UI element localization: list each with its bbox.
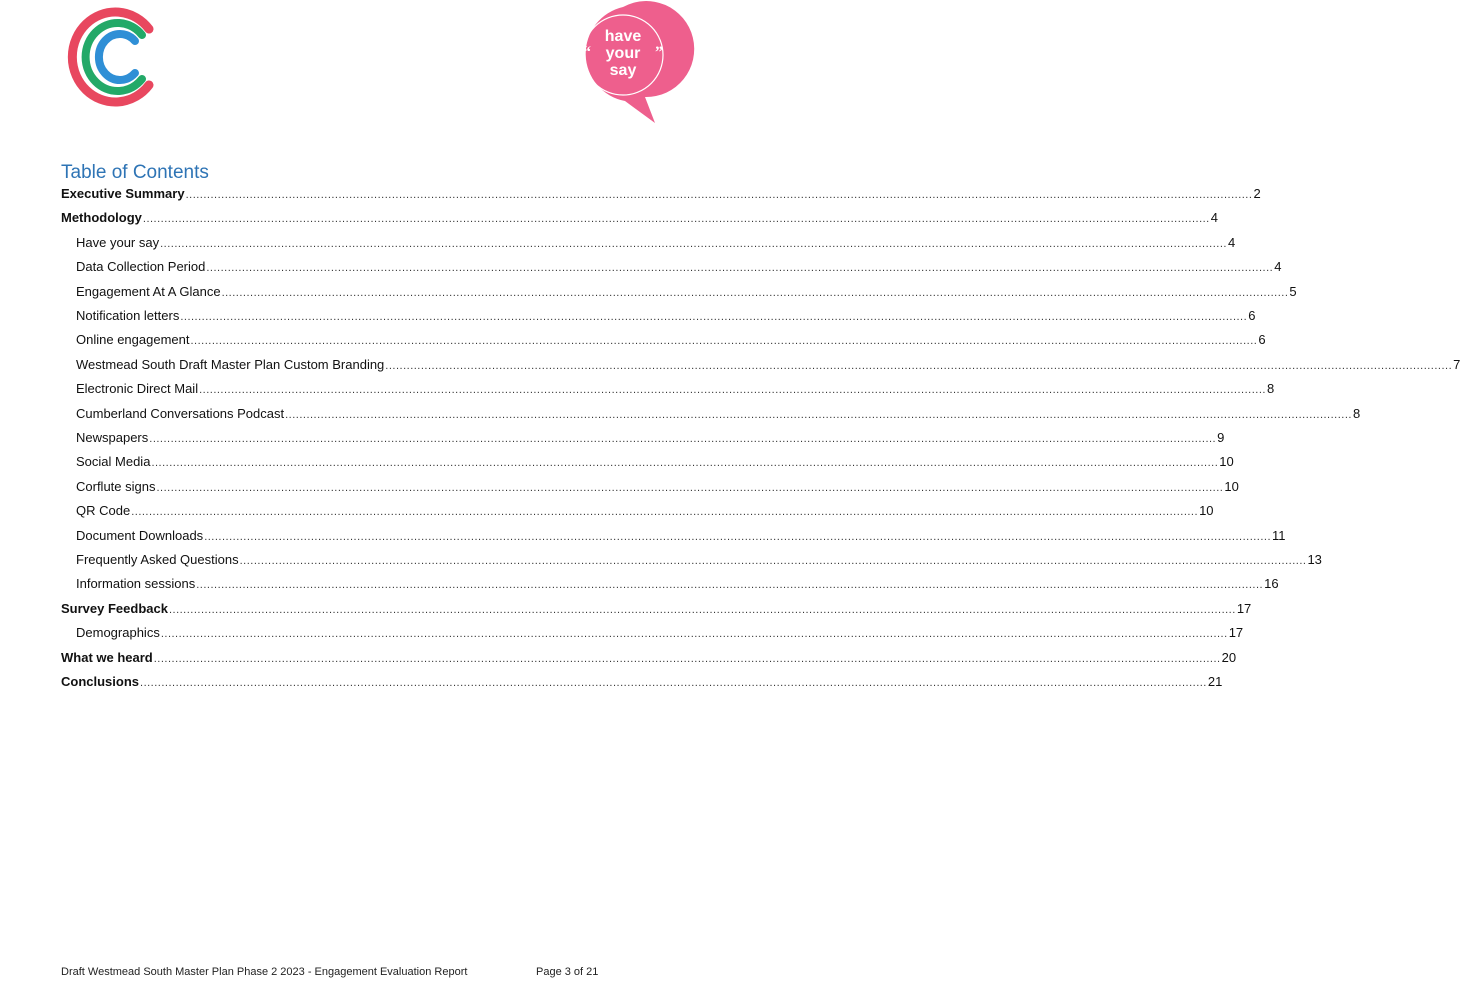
toc-entry-page: 6: [1248, 308, 1256, 323]
toc-entry-label: Corflute signs: [76, 478, 156, 494]
toc-entry-page: 20: [1221, 649, 1237, 665]
toc-entry-page: 10: [1199, 503, 1214, 519]
toc-entry-page: 6: [1258, 332, 1266, 348]
toc-entry-label: Cumberland Conversations Podcast: [76, 405, 285, 421]
toc-title: Table of Contents: [61, 162, 209, 183]
toc-entry-label: Demographics: [76, 625, 160, 641]
toc-entry[interactable]: [61, 526, 1286, 546]
toc-entry-label: Westmead South Draft Master Plan Custom Branding: [76, 356, 385, 372]
toc-entry-label: Newspapers: [76, 430, 149, 445]
toc-dot-leader: ............................................................................................................................................................................................................................................................................................................: [385, 359, 1453, 372]
toc-dot-leader: ............................................................................................................................................................................................................................................................................................................: [156, 481, 1224, 494]
toc-entry-page: 17: [1228, 625, 1244, 641]
toc-entry[interactable]: [61, 257, 1282, 277]
toc-entry[interactable]: [61, 623, 1244, 643]
open-quote-icon: “: [583, 44, 591, 61]
toc-dot-leader: ............................................................................................................................................................................................................................................................................................................: [199, 384, 1266, 397]
logo-text-say: say: [609, 62, 637, 79]
toc-entry-page: 16: [1264, 576, 1279, 592]
toc-entry[interactable]: [61, 184, 1261, 204]
toc-entry-label: Document Downloads: [76, 527, 204, 543]
toc-dot-leader: ............................................................................................................................................................................................................................................................................................................: [190, 335, 1258, 348]
toc-dot-leader: ............................................................................................................................................................................................................................................................................................................: [239, 555, 1307, 567]
toc-entry-page: 10: [1219, 454, 1234, 470]
toc-entry[interactable]: [61, 452, 1234, 472]
toc-entry-label: Have your say: [76, 234, 160, 250]
toc-entry[interactable]: [61, 208, 1218, 228]
toc-entry-page: 4: [1227, 234, 1236, 250]
toc-entry[interactable]: [61, 233, 1236, 253]
toc-entry-label: Online engagement: [76, 332, 190, 348]
logo-text-have: have: [604, 28, 642, 45]
toc-entry[interactable]: [61, 282, 1297, 302]
toc-entry-page: 4: [1274, 259, 1282, 275]
toc-entry-label: Frequently Asked Questions: [76, 552, 239, 567]
toc-dot-leader: ............................................................................................................................................................................................................................................................................................................: [149, 433, 1217, 445]
toc-dot-leader: ............................................................................................................................................................................................................................................................................................................: [180, 311, 1248, 323]
toc-dot-leader: ............................................................................................................................................................................................................................................................................................................: [160, 628, 1228, 641]
toc-entry-label: Electronic Direct Mail: [76, 381, 199, 397]
toc-dot-leader: ............................................................................................................................................................................................................................................................................................................: [142, 213, 1210, 226]
toc-entry-label: QR Code: [76, 503, 131, 519]
toc-dot-leader: ............................................................................................................................................................................................................................................................................................................: [206, 262, 1274, 275]
toc-dot-leader: ............................................................................................................................................................................................................................................................................................................: [168, 603, 1236, 616]
toc-entry[interactable]: [61, 599, 1252, 619]
toc-entry-page: 8: [1266, 381, 1275, 397]
footer-page-number: Page 3 of 21: [536, 966, 599, 978]
footer-report-title: Draft Westmead South Master Plan Phase 2 2023 - Engagement Evaluation Report: [61, 966, 468, 978]
toc-entry-page: 13: [1307, 552, 1322, 567]
toc-entry-label: Survey Feedback: [61, 600, 168, 616]
toc-entry[interactable]: [61, 550, 1322, 570]
toc-dot-leader: ............................................................................................................................................................................................................................................................................................................: [285, 408, 1352, 421]
toc-entry-page: 17: [1236, 600, 1252, 616]
toc-entry[interactable]: [61, 428, 1225, 448]
toc-dot-leader: ............................................................................................................................................................................................................................................................................................................: [196, 579, 1264, 592]
toc-entry-page: 11: [1272, 527, 1286, 543]
toc-entry-page: 5: [1289, 283, 1297, 299]
toc-entry-label: What we heard: [61, 649, 153, 665]
toc-entry[interactable]: [61, 501, 1214, 521]
toc-dot-leader: ............................................................................................................................................................................................................................................................................................................: [204, 530, 1272, 543]
toc-dot-leader: ............................................................................................................................................................................................................................................................................................................: [140, 677, 1207, 689]
toc-entry-page: 8: [1352, 405, 1361, 421]
have-your-say-logo: [573, 5, 673, 127]
toc-entry-label: Conclusions: [61, 674, 140, 689]
logo-text-your: your: [605, 45, 641, 62]
toc-entry-label: Data Collection Period: [76, 259, 206, 275]
toc-entry-label: Social Media: [76, 454, 151, 470]
toc-entry-page: 7: [1453, 356, 1460, 372]
toc-entry-label: Notification letters: [76, 308, 180, 323]
toc-entry[interactable]: [61, 404, 1361, 424]
toc-dot-leader: ............................................................................................................................................................................................................................................................................................................: [131, 506, 1199, 519]
toc-entry[interactable]: [61, 477, 1239, 497]
toc-entry[interactable]: [61, 574, 1279, 594]
toc-entry-label: Engagement At A Glance: [76, 283, 221, 299]
toc-entry-page: 4: [1210, 210, 1218, 226]
toc-entry-label: Executive Summary: [61, 186, 185, 201]
toc-entry[interactable]: [61, 355, 1460, 375]
toc-entry[interactable]: [61, 672, 1223, 692]
toc-dot-leader: ............................................................................................................................................................................................................................................................................................................: [153, 652, 1221, 665]
cumberland-logo: [66, 6, 158, 108]
toc-entry-page: 10: [1224, 478, 1239, 494]
toc-entry[interactable]: [61, 306, 1256, 326]
toc-entry-page: 2: [1253, 186, 1261, 201]
toc-entry-label: Information sessions: [76, 576, 196, 592]
toc-dot-leader: ............................................................................................................................................................................................................................................................................................................: [221, 286, 1289, 299]
toc-entry[interactable]: [61, 330, 1266, 350]
toc-entry[interactable]: [61, 648, 1237, 668]
close-quote-icon: ”: [655, 44, 663, 61]
logo-blue-ring: [99, 34, 135, 80]
toc-dot-leader: ............................................................................................................................................................................................................................................................................................................: [160, 237, 1227, 250]
toc-dot-leader: ............................................................................................................................................................................................................................................................................................................: [151, 457, 1219, 470]
toc-entry[interactable]: [61, 379, 1275, 399]
toc-dot-leader: ............................................................................................................................................................................................................................................................................................................: [185, 189, 1253, 201]
toc-entry-page: 9: [1217, 430, 1225, 445]
toc-entry-label: Methodology: [61, 210, 142, 226]
toc-entry-page: 21: [1207, 674, 1223, 689]
